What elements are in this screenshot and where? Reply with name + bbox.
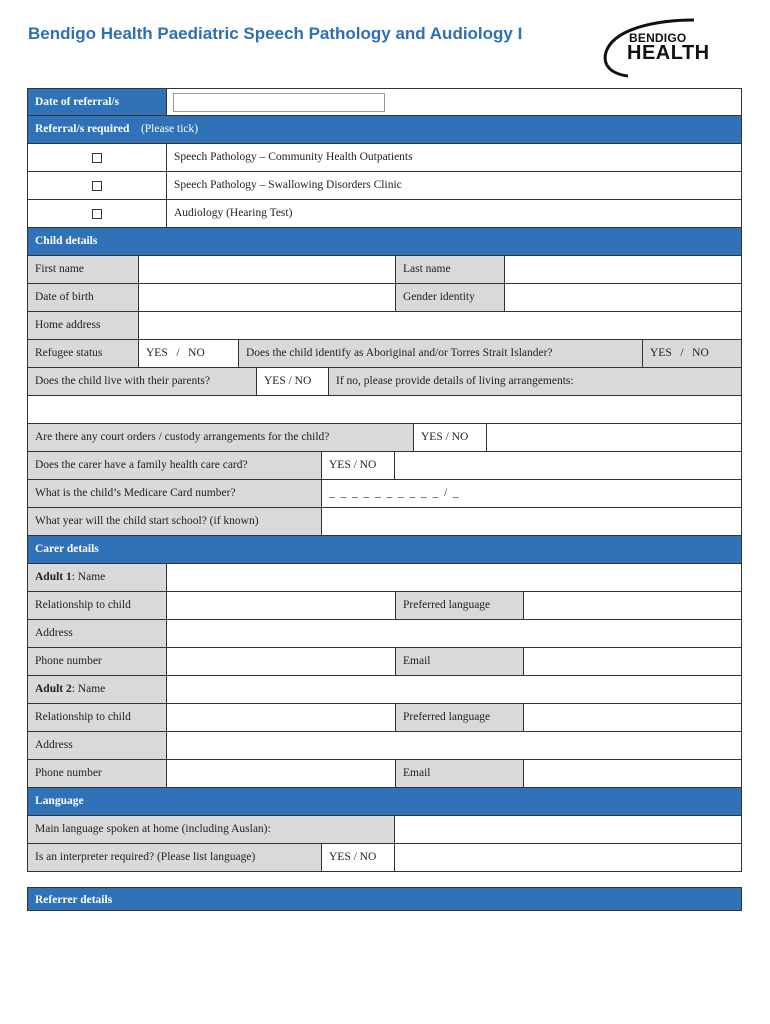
court-orders-details-input[interactable]: [486, 424, 741, 451]
referral-option-row: [27, 172, 742, 200]
adult1-email-input[interactable]: [523, 648, 741, 675]
refugee-label: Refugee status: [28, 340, 138, 367]
preferred-language-label: Preferred language: [395, 704, 523, 731]
logo-text-health: HEALTH: [627, 42, 710, 64]
referral-date-input[interactable]: [173, 93, 385, 112]
email-label: Email: [395, 648, 523, 675]
main-language-question: Main language spoken at home (including Auslan):: [28, 816, 394, 843]
email-label: Email: [395, 760, 523, 787]
checkbox-audiology[interactable]: [92, 209, 102, 219]
last-name-label: Last name: [395, 256, 504, 283]
health-card-yes-no[interactable]: YES / NO: [321, 452, 394, 479]
interpreter-yes-no[interactable]: YES / NO: [321, 844, 394, 871]
medicare-row: [27, 480, 742, 508]
interpreter-question: Is an interpreter required? (Please list language): [28, 844, 321, 871]
preferred-language-label: Preferred language: [395, 592, 523, 619]
court-orders-row: [27, 424, 742, 452]
adult1-language-input[interactable]: [523, 592, 741, 619]
section-title: Carer details: [35, 543, 99, 555]
checkbox-swallowing-clinic[interactable]: [92, 181, 102, 191]
adult1-relationship-row: [27, 592, 742, 620]
relationship-label: Relationship to child: [28, 704, 166, 731]
adult2-name-input[interactable]: [166, 676, 741, 703]
referral-option-label: Speech Pathology – Swallowing Disorders Clinic: [166, 172, 741, 199]
referrer-details-header: [27, 887, 742, 911]
interpreter-language-input[interactable]: [394, 844, 741, 871]
interpreter-row: [27, 844, 742, 872]
court-orders-yes-no[interactable]: YES / NO: [413, 424, 486, 451]
parents-yes-no[interactable]: YES / NO: [256, 368, 328, 395]
referral-required-note: (Please tick): [140, 123, 199, 135]
gender-input[interactable]: [504, 284, 741, 311]
child-parents-row: [27, 368, 742, 396]
medicare-question: What is the child’s Medicare Card number?: [28, 480, 321, 507]
phone-label: Phone number: [28, 648, 166, 675]
language-header: [27, 788, 742, 816]
adult1-phone-input[interactable]: [166, 648, 395, 675]
adult2-name-row: [27, 676, 742, 704]
health-card-row: [27, 452, 742, 480]
home-address-label: Home address: [28, 312, 138, 339]
bendigo-health-logo: [598, 18, 728, 80]
adult1-phone-row: [27, 648, 742, 676]
page-title: Bendigo Health Paediatric Speech Pathology and Audiology I: [28, 24, 523, 43]
home-address-input[interactable]: [138, 312, 741, 339]
referral-date-cell: [166, 89, 741, 115]
section-title: Referrer details: [35, 894, 113, 906]
child-address-row: [27, 312, 742, 340]
school-year-input[interactable]: [321, 508, 741, 535]
child-details-header: [27, 228, 742, 256]
atsi-question: Does the child identify as Aboriginal and/or Torres Strait Islander?: [238, 340, 642, 367]
address-label: Address: [28, 732, 166, 759]
health-card-details-input[interactable]: [394, 452, 741, 479]
dob-input[interactable]: [138, 284, 395, 311]
parents-question: Does the child live with their parents?: [28, 368, 256, 395]
adult1-name-label: Adult 1: Name: [28, 564, 166, 591]
adult1-name-row: [27, 564, 742, 592]
referral-date-row: [27, 88, 742, 116]
referral-option-row: [27, 200, 742, 228]
section-title: Child details: [35, 235, 98, 247]
living-arrangements-row: [27, 396, 742, 424]
adult2-name-label: Adult 2: Name: [28, 676, 166, 703]
referral-option-label: Audiology (Hearing Test): [166, 200, 741, 227]
adult2-phone-input[interactable]: [166, 760, 395, 787]
carer-details-header: [27, 536, 742, 564]
referral-option-row: [27, 144, 742, 172]
medicare-number-input[interactable]: _ _ _ _ _ _ _ _ _ _ / _: [321, 480, 741, 507]
referral-date-label: Date of referral/s: [28, 89, 166, 115]
last-name-input[interactable]: [504, 256, 741, 283]
living-arrangements-input[interactable]: [28, 396, 741, 423]
adult1-relationship-input[interactable]: [166, 592, 395, 619]
main-language-input[interactable]: [394, 816, 741, 843]
child-dob-row: [27, 284, 742, 312]
school-question: What year will the child start school? (if known): [28, 508, 321, 535]
relationship-label: Relationship to child: [28, 592, 166, 619]
adult1-address-row: [27, 620, 742, 648]
first-name-label: First name: [28, 256, 138, 283]
adult2-relationship-row: [27, 704, 742, 732]
health-card-question: Does the carer have a family health care card?: [28, 452, 321, 479]
adult2-language-input[interactable]: [523, 704, 741, 731]
dob-label: Date of birth: [28, 284, 138, 311]
school-row: [27, 508, 742, 536]
atsi-yes-no[interactable]: YES / NO: [642, 340, 741, 367]
adult1-address-input[interactable]: [166, 620, 741, 647]
address-label: Address: [28, 620, 166, 647]
gender-label: Gender identity: [395, 284, 504, 311]
adult2-relationship-input[interactable]: [166, 704, 395, 731]
adult2-email-input[interactable]: [523, 760, 741, 787]
referral-required-label: Referral/s required: [35, 123, 130, 135]
referral-required-header: [27, 116, 742, 144]
refugee-yes-no[interactable]: YES / NO: [138, 340, 238, 367]
section-title: Language: [35, 795, 84, 807]
living-arrangements-question: If no, please provide details of living arrangements:: [328, 368, 741, 395]
adult2-address-input[interactable]: [166, 732, 741, 759]
main-language-row: [27, 816, 742, 844]
adult1-name-input[interactable]: [166, 564, 741, 591]
referral-option-label: Speech Pathology – Community Health Outpatients: [166, 144, 741, 171]
court-orders-question: Are there any court orders / custody arrangements for the child?: [28, 424, 413, 451]
child-refugee-row: [27, 340, 742, 368]
checkbox-speech-outpatients[interactable]: [92, 153, 102, 163]
logo-text-bendigo: BENDIGO: [629, 31, 687, 45]
first-name-input[interactable]: [138, 256, 395, 283]
phone-label: Phone number: [28, 760, 166, 787]
child-name-row: [27, 256, 742, 284]
adult2-phone-row: [27, 760, 742, 788]
adult2-address-row: [27, 732, 742, 760]
